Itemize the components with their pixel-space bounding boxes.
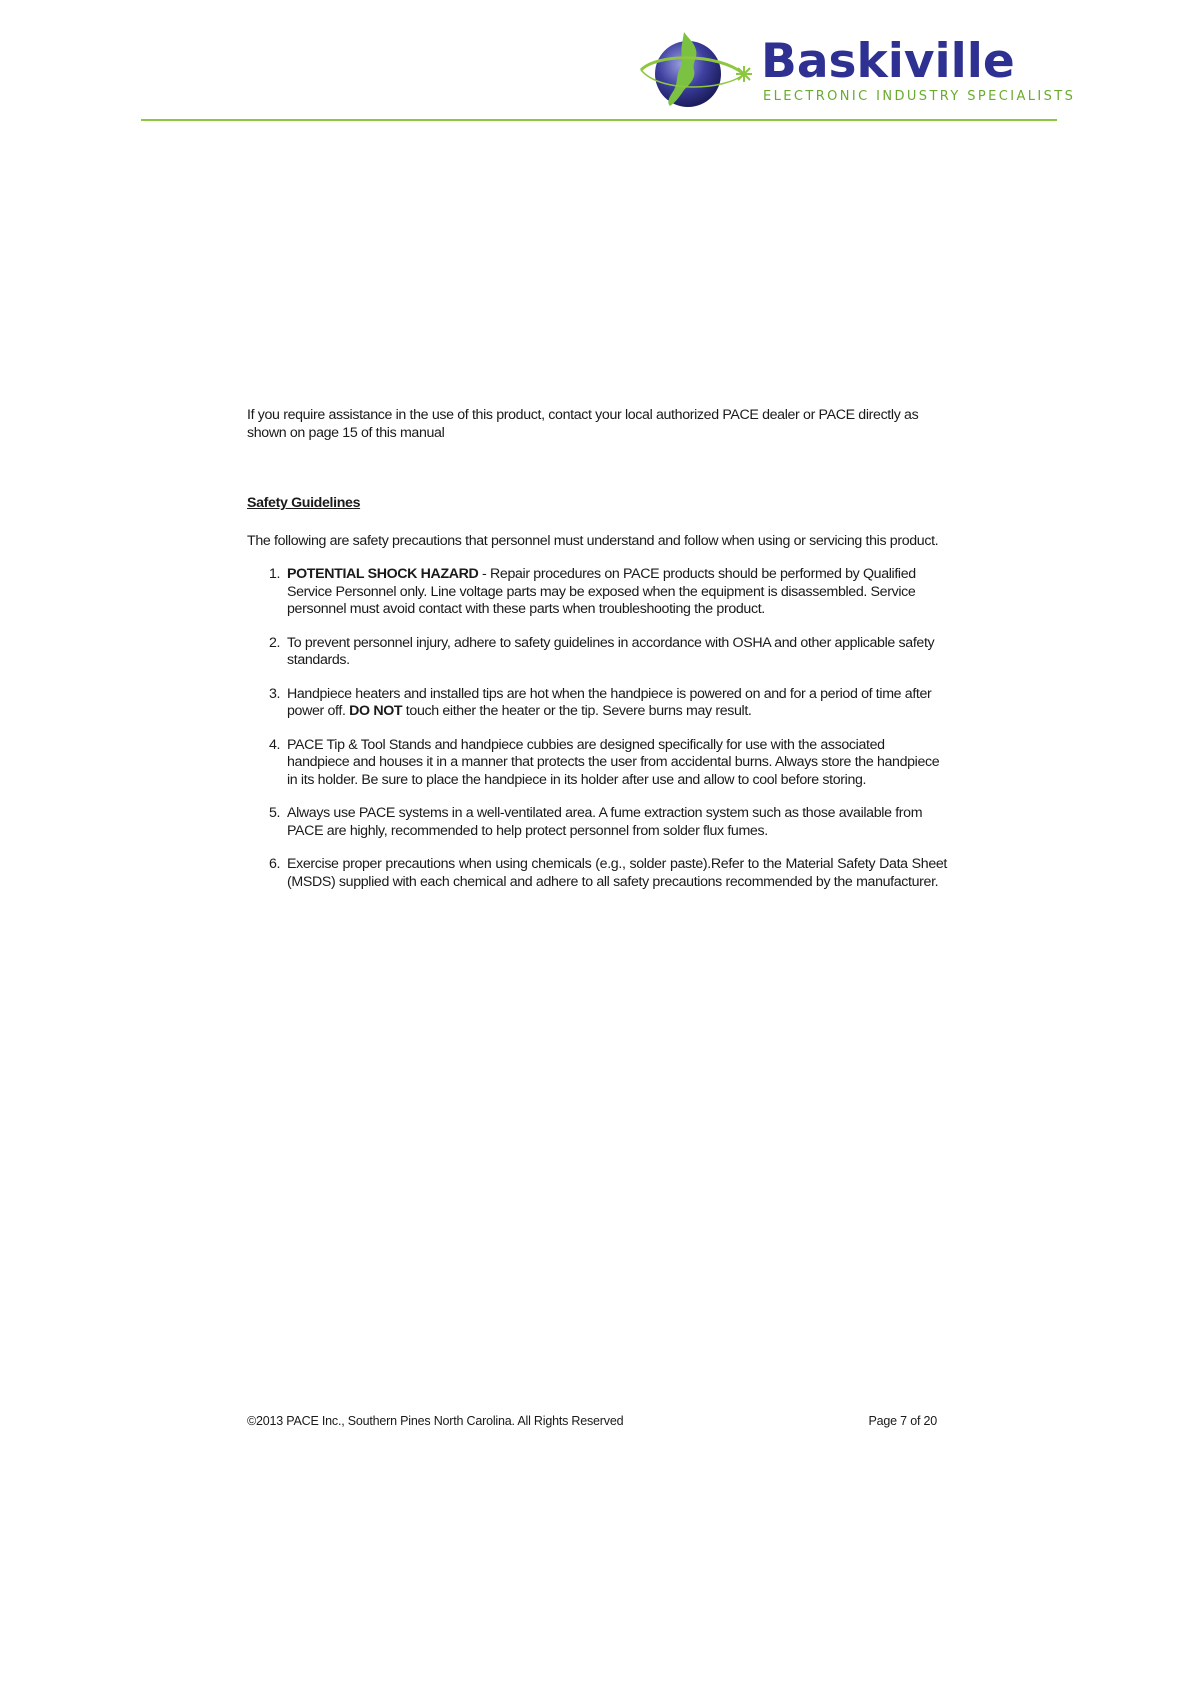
list-item-text: Handpiece heaters and installed tips are hot when the handpiece is powered on and for a period of time after power off. — [287, 685, 932, 719]
list-item — [247, 737, 947, 790]
lead-paragraph: The following are safety precautions that personnel must understand and follow when using or servicing this product. — [247, 532, 939, 549]
brand-name: Baskiville — [761, 34, 1015, 89]
intro-paragraph: If you require assistance in the use of this product, contact your local authorized PACE dealer or PACE directly as shown on page 15 of this manual — [247, 407, 919, 441]
section-heading: Safety Guidelines — [247, 495, 361, 511]
list-item-text: To prevent personnel injury, adhere to safety guidelines in accordance with OSHA and other applicable safety standards. — [287, 634, 935, 668]
brand-logo — [636, 24, 1076, 116]
page-content — [247, 407, 947, 907]
list-item-number: 5. — [269, 805, 281, 821]
emphasis-text: DO NOT — [349, 703, 403, 719]
page-number: Page 7 of 20 — [868, 1414, 937, 1428]
list-item-number: 3. — [269, 685, 281, 702]
list-item-number: 6. — [269, 856, 281, 872]
safety-guidelines-list — [247, 566, 947, 891]
globe-with-orbit-icon — [636, 24, 756, 116]
list-item-number: 1. — [269, 566, 281, 582]
hazard-label: POTENTIAL SHOCK HAZARD — [287, 566, 479, 582]
list-item-number: 4. — [269, 736, 281, 753]
list-item-text: Exercise proper precautions when using chemicals (e.g., solder paste).Refer to the Material Safety Data Sheet (MSDS) supplied with each chemical and adhere to all safety precautions recommended by the manufacturer. — [287, 856, 947, 890]
list-item — [247, 635, 947, 670]
list-item — [247, 856, 947, 891]
list-item-number: 2. — [269, 634, 281, 651]
list-item-text: - Repair procedures on PACE products should be performed by Qualified Service Personnel only. Line voltage parts may be exposed when the equipment is disassembled. Service personnel must avoid contact with these parts when troubleshooting the product. — [287, 566, 916, 617]
copyright-text: ©2013 PACE Inc., Southern Pines North Carolina. All Rights Reserved — [247, 1414, 624, 1428]
list-item — [247, 566, 947, 619]
list-item-text: touch either the heater or the tip. Severe burns may result. — [402, 703, 752, 719]
list-item — [247, 686, 947, 721]
list-item-text: Always use PACE systems in a well-ventilated area. A fume extraction system such as those available from PACE are highly, recommended to help protect personnel from solder flux fumes. — [287, 805, 923, 839]
header-divider — [141, 119, 1057, 121]
brand-tagline: ELECTRONIC INDUSTRY SPECIALISTS — [763, 89, 1076, 104]
list-item-text: PACE Tip & Tool Stands and handpiece cubbies are designed specifically for use with the associated handpiece and houses it in a manner that protects the user from accidental burns. Always store the handpiece in its holder. Be sure to place the handpiece in its holder after use and allow to cool before storing. — [287, 736, 940, 788]
list-item — [247, 805, 947, 840]
